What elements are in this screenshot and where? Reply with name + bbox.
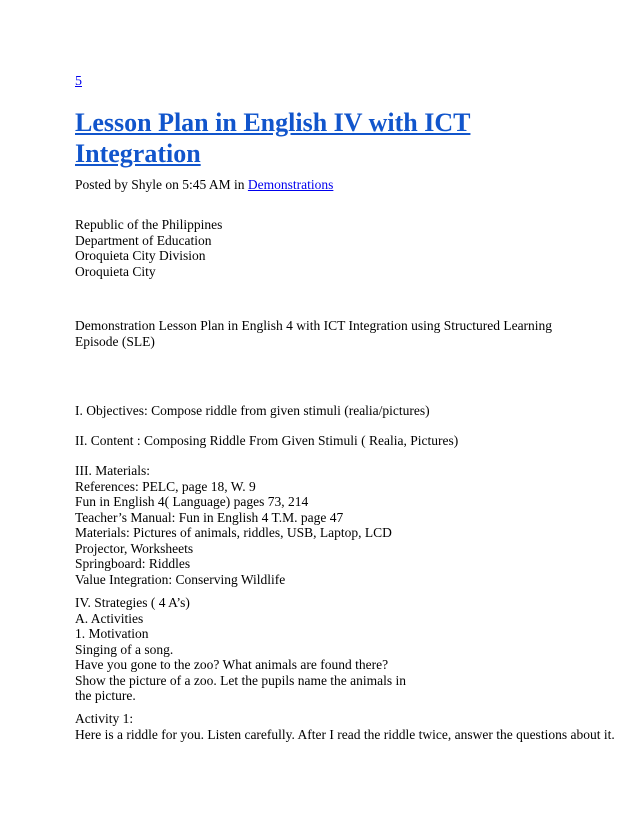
strategies-line: IV. Strategies ( 4 A’s) (75, 595, 190, 610)
post-title-link[interactable]: Lesson Plan in English IV with ICT Integration (75, 108, 471, 168)
intro-paragraph: Demonstration Lesson Plan in English 4 with ICT Integration using Structured Learning Episode (SLE) (75, 318, 553, 349)
strategies-line: the picture. (75, 688, 136, 703)
materials-line: Springboard: Riddles (75, 556, 191, 571)
header-address (75, 217, 575, 279)
materials-line: Fun in English 4( Language) pages 73, 214 (75, 494, 309, 509)
materials-line: Materials: Pictures of animals, riddles, USB, Laptop, LCD (75, 525, 392, 540)
activity-section (75, 711, 615, 742)
materials-line: Value Integration: Conserving Wildlife (75, 571, 286, 587)
post-byline (75, 177, 333, 193)
strategies-line: A. Activities (75, 610, 144, 626)
content-line: II. Content : Composing Riddle From Given Stimuli ( Realia, Pictures) (75, 433, 459, 448)
strategies-line: Have you gone to the zoo? What animals are found there? (75, 657, 389, 672)
strategies-section (75, 595, 575, 704)
address-line: Oroquieta City (75, 263, 156, 279)
materials-line: Teacher’s Manual: Fun in English 4 T.M. page 47 (75, 509, 344, 525)
post-title (75, 107, 595, 169)
activity-heading: Activity 1: (75, 711, 134, 726)
strategies-line: Singing of a song. (75, 641, 174, 657)
materials-line: III. Materials: (75, 463, 150, 478)
address-line: Republic of the Philippines (75, 217, 223, 232)
materials-line: Projector, Worksheets (75, 540, 194, 556)
byline-prefix: Posted by Shyle on 5:45 AM in (75, 177, 248, 192)
objectives-line: I. Objectives: Compose riddle from given stimuli (realia/pictures) (75, 403, 430, 418)
address-line: Department of Education (75, 232, 212, 248)
address-line: Oroquieta City Division (75, 248, 206, 263)
comment-count-link[interactable]: 5 (75, 74, 82, 89)
strategies-line: 1. Motivation (75, 626, 149, 641)
activity-text: Here is a riddle for you. Listen carefully. After I read the riddle twice, answer the questions about it. (75, 726, 615, 742)
strategies-line: Show the picture of a zoo. Let the pupils name the animals in (75, 672, 407, 688)
materials-line: References: PELC, page 18, W. 9 (75, 478, 256, 494)
category-link[interactable]: Demonstrations (247, 177, 334, 192)
materials-section (75, 463, 575, 587)
